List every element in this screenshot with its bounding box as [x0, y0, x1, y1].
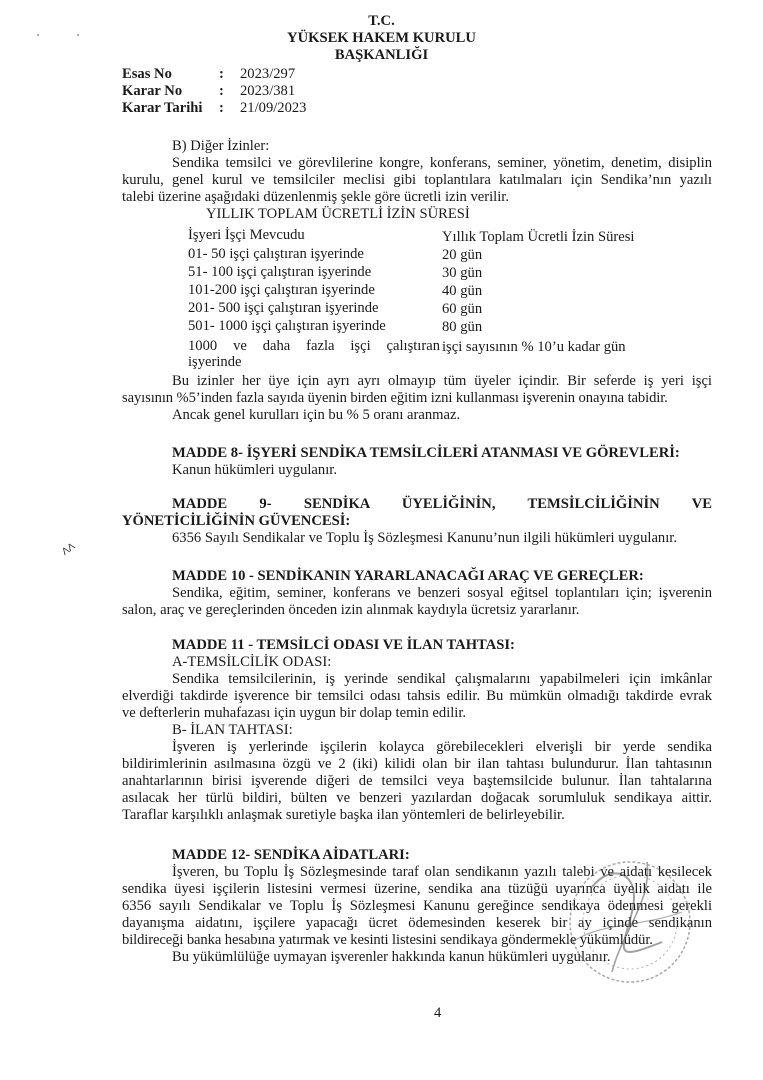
- subsection-heading: A-TEMSİLCİLİK ODASI:: [172, 654, 332, 670]
- article-text: elverdiği takdirde işverence bir temsilci odası tahsis edilir. Bu mümkün olmadığı takdirde evrak: [122, 688, 712, 704]
- article-text: dayanışma aidatını, işçilere yapacağı ücret ödemesinden keserek bir ay içinde sendikanın: [122, 915, 712, 931]
- article-text: Taraflar karşılıklı anlaşmak suretiyle başka ilan yöntemleri de belirleyebilir.: [122, 807, 565, 823]
- header-court: YÜKSEK HAKEM KURULU: [287, 30, 476, 46]
- margin-initials: ΛΛ: [60, 541, 78, 558]
- table-cell: 60 gün: [442, 301, 483, 317]
- article-text: İşveren, bu Toplu İş Sözleşmesinde taraf olan sendikanın yazılı talebi ve aidatı kesilecek: [172, 864, 712, 880]
- article-title: MADDE 11 - TEMSİLCİ ODASI VE İLAN TAHTASI:: [172, 637, 515, 653]
- table-cell: 80 gün: [442, 319, 483, 335]
- article-text: bildireceği banka hesabına yatırmak ve kesinti listesini sendikaya göndermekle yükümlüdür.: [122, 932, 653, 948]
- meta-sep: :: [219, 66, 224, 82]
- meta-value: 2023/297: [240, 66, 296, 82]
- article-text: salon, araç ve gereçlerinden önceden izin alınmak kaydıyla ücretsiz yararlanır.: [122, 602, 580, 618]
- article-text: sendika üyesi işçilerin listesini vermesi üzerine, sendika ana tüzüğü uyarınca üyelik aidatı ile: [122, 881, 712, 897]
- official-stamp-icon: [552, 842, 702, 992]
- meta-label: Karar No: [122, 83, 183, 99]
- article-text: Kanun hükümleri uygulanır.: [172, 462, 337, 478]
- meta-label: Esas No: [122, 66, 172, 82]
- meta-sep: :: [219, 83, 224, 99]
- article-text: Sendika, eğitim, seminer, konferans ve benzeri sosyal eğitsel toplantıları için; işverenin: [172, 585, 712, 601]
- table-cell: 30 gün: [442, 265, 483, 281]
- table-cell: 51- 100 işçi çalıştıran işyerinde: [188, 264, 372, 280]
- meta-sep: :: [219, 100, 224, 116]
- table-cell: 1000 ve daha fazla işçi çalıştıran: [188, 338, 440, 354]
- article-text: asılacak her türlü bildiri, bülten ve benzeri yazılardan doğacak sorumluluk sendikaya aittir.: [122, 790, 712, 806]
- article-title: MADDE 10 - SENDİKANIN YARARLANACAĞI ARAÇ VE GEREÇLER:: [172, 568, 644, 584]
- article-text: Sendika temsilcilerinin, iş yerinde sendikal çalışmalarını yapabilmeleri için imkânlar: [172, 671, 712, 687]
- meta-label: Karar Tarihi: [122, 100, 203, 116]
- paragraph-line: Bu izinler her üye için ayrı ayrı olmayıp tüm üyeler içindir. Bir seferde iş yeri işçi: [172, 373, 712, 389]
- article-text: 6356 sayılı Sendikalar ve Toplu İş Sözleşmesi Kanunu gereğince sendikaya ödenmesi gerekli: [122, 898, 712, 914]
- table-cell: 501- 1000 işçi çalıştıran işyerinde: [188, 318, 386, 334]
- table-cell: 201- 500 işçi çalıştıran işyerinde: [188, 300, 379, 316]
- section-heading: B) Diğer İzinler:: [172, 138, 270, 154]
- article-text: 6356 Sayılı Sendikalar ve Toplu İş Sözleşmesi Kanunu’nun ilgili hükümleri uygulanır.: [172, 530, 677, 546]
- article-text: İşveren iş yerlerinde işçilerin kolayca görebilecekleri elverişli bir yerde sendika: [172, 739, 712, 755]
- article-text: ve defterlerin muhafazası için uygun bir dolap temin edilir.: [122, 705, 467, 721]
- article-title: MADDE 8- İŞYERİ SENDİKA TEMSİLCİLERİ ATANMASI VE GÖREVLERİ:: [172, 445, 680, 461]
- meta-value: 21/09/2023: [240, 100, 307, 116]
- table-cell: 20 gün: [442, 247, 483, 263]
- meta-value: 2023/381: [240, 83, 296, 99]
- subsection-heading: B- İLAN TAHTASI:: [172, 722, 293, 738]
- article-text: Bu yükümlülüğe uymayan işverenler hakkında kanun hükümleri uygulanır.: [172, 949, 611, 965]
- table-cell: 40 gün: [442, 283, 483, 299]
- table-cell: 101-200 işçi çalıştıran işyerinde: [188, 282, 375, 298]
- table-cell: işçi sayısının % 10’u kadar gün: [442, 339, 626, 355]
- paragraph-line: Sendika temsilci ve görevlilerine kongre, konferans, seminer, yönetim, denetim, disiplin: [172, 155, 712, 171]
- paragraph-line: kurulu, genel kurul ve temsilciler meclisi gibi toplantılara katılmaları için Sendika’nın yazılı: [122, 172, 712, 188]
- article-title: YÖNETİCİLİĞİNİN GÜVENCESİ:: [122, 513, 351, 529]
- article-text: anahtarlarının birisi işverende diğeri de temsilci veya baştemsilcide bulunur. İlan tahtalarına: [122, 773, 712, 789]
- article-title: MADDE 12- SENDİKA AİDATLARI:: [172, 847, 410, 863]
- table-header: Yıllık Toplam Ücretli İzin Süresi: [442, 229, 635, 245]
- article-text: bildirimlerinin asılmasına özgü ve 2 (iki) kilidi olan bir ilan tahtası bulundurur. İlan tahtasının: [122, 756, 712, 772]
- header-tc: T.C.: [368, 13, 395, 29]
- article-title: MADDE 9- SENDİKA ÜYELİĞİNİN, TEMSİLCİLİĞİNİN VE: [172, 496, 712, 512]
- table-cell: işyerinde: [188, 354, 242, 370]
- table-title: YILLIK TOPLAM ÜCRETLİ İZİN SÜRESİ: [206, 206, 470, 222]
- paragraph-line: Ancak genel kurulları için bu % 5 oranı aranmaz.: [172, 407, 461, 423]
- header-presidency: BAŞKANLIĞI: [334, 47, 429, 63]
- page-number: 4: [434, 1005, 442, 1021]
- table-cell: 01- 50 işçi çalıştıran işyerinde: [188, 246, 364, 262]
- table-header: İşyeri İşçi Mevcudu: [188, 227, 305, 243]
- paragraph-line: sayısının %5’inden fazla sayıda üyenin birden eğitim izni kullanması işverenin onayına tabidir.: [122, 390, 668, 406]
- paragraph-line: talebi üzerine aşağıdaki düzenlenmiş şekle göre ücretli izin verilir.: [122, 189, 509, 205]
